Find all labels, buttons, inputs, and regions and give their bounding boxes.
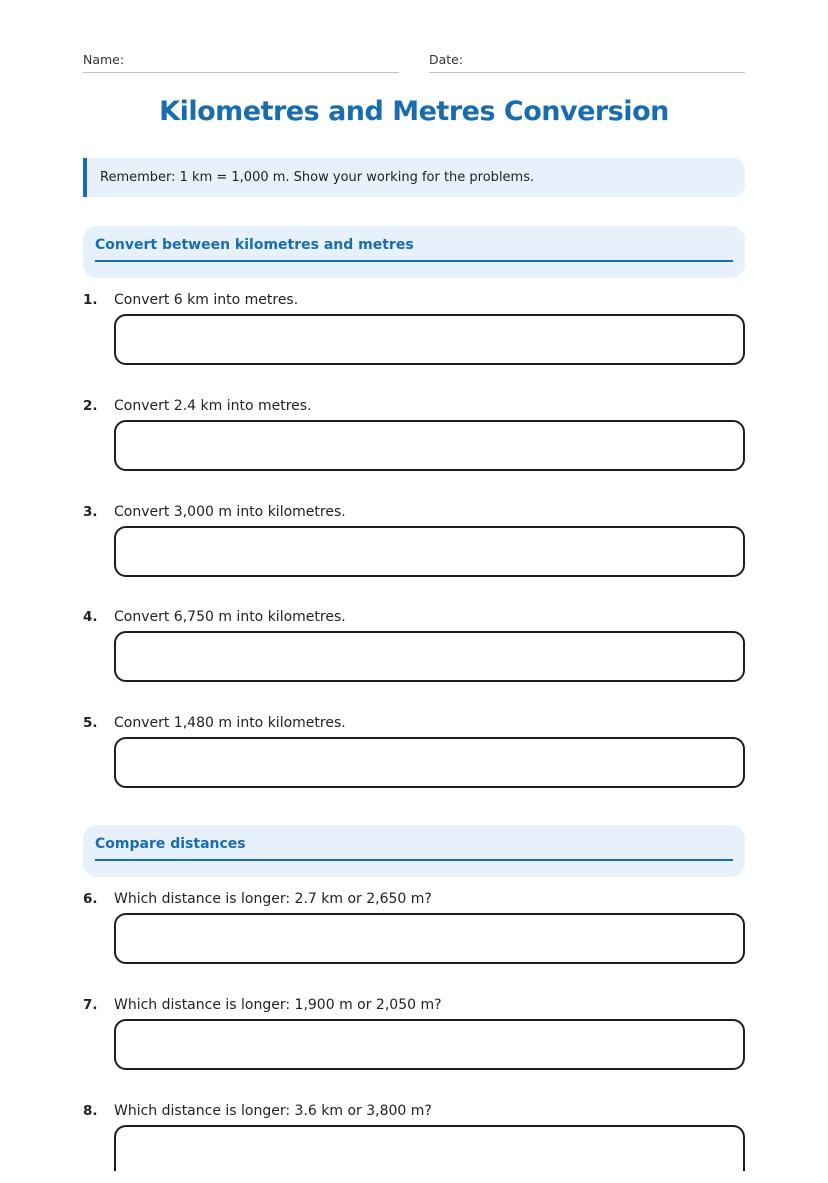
answer-box[interactable] — [114, 631, 745, 682]
answer-box[interactable] — [114, 314, 745, 365]
answer-box[interactable] — [114, 1125, 745, 1171]
question-number: 5. — [83, 715, 98, 731]
section-title: Convert between kilometres and metres — [95, 237, 733, 262]
question-number: 1. — [83, 292, 98, 308]
question-number: 4. — [83, 609, 98, 625]
question-text: Which distance is longer: 2.7 km or 2,650 m? — [114, 891, 432, 907]
section-title: Compare distances — [95, 836, 733, 861]
name-field[interactable] — [83, 52, 399, 73]
question-text: Convert 3,000 m into kilometres. — [114, 504, 346, 520]
answer-box[interactable] — [114, 913, 745, 964]
section-compare — [83, 825, 745, 877]
question-item — [83, 891, 745, 971]
question-number: 3. — [83, 504, 98, 520]
page-title: Kilometres and Metres Conversion — [159, 96, 669, 127]
question-text: Which distance is longer: 3.6 km or 3,800 m? — [114, 1103, 432, 1119]
reminder-note: Remember: 1 km = 1,000 m. Show your working for the problems. — [83, 158, 745, 197]
answer-box[interactable] — [114, 737, 745, 788]
question-item — [83, 1103, 745, 1183]
question-text: Which distance is longer: 1,900 m or 2,050 m? — [114, 997, 442, 1013]
question-text: Convert 6,750 m into kilometres. — [114, 609, 346, 625]
question-number: 7. — [83, 997, 98, 1013]
question-number: 8. — [83, 1103, 98, 1119]
question-item — [83, 715, 745, 795]
answer-box[interactable] — [114, 526, 745, 577]
question-text: Convert 6 km into metres. — [114, 292, 299, 308]
name-label: Name: — [83, 52, 125, 67]
header-fields — [83, 52, 745, 74]
question-number: 6. — [83, 891, 98, 907]
question-text: Convert 2.4 km into metres. — [114, 398, 312, 414]
question-text: Convert 1,480 m into kilometres. — [114, 715, 346, 731]
question-item — [83, 398, 745, 478]
date-field[interactable] — [429, 52, 745, 73]
question-item — [83, 504, 745, 584]
question-item — [83, 292, 745, 372]
question-item — [83, 997, 745, 1077]
question-number: 2. — [83, 398, 98, 414]
date-label: Date: — [429, 52, 464, 67]
section-convert — [83, 226, 745, 278]
answer-box[interactable] — [114, 420, 745, 471]
answer-box[interactable] — [114, 1019, 745, 1070]
question-item — [83, 609, 745, 689]
